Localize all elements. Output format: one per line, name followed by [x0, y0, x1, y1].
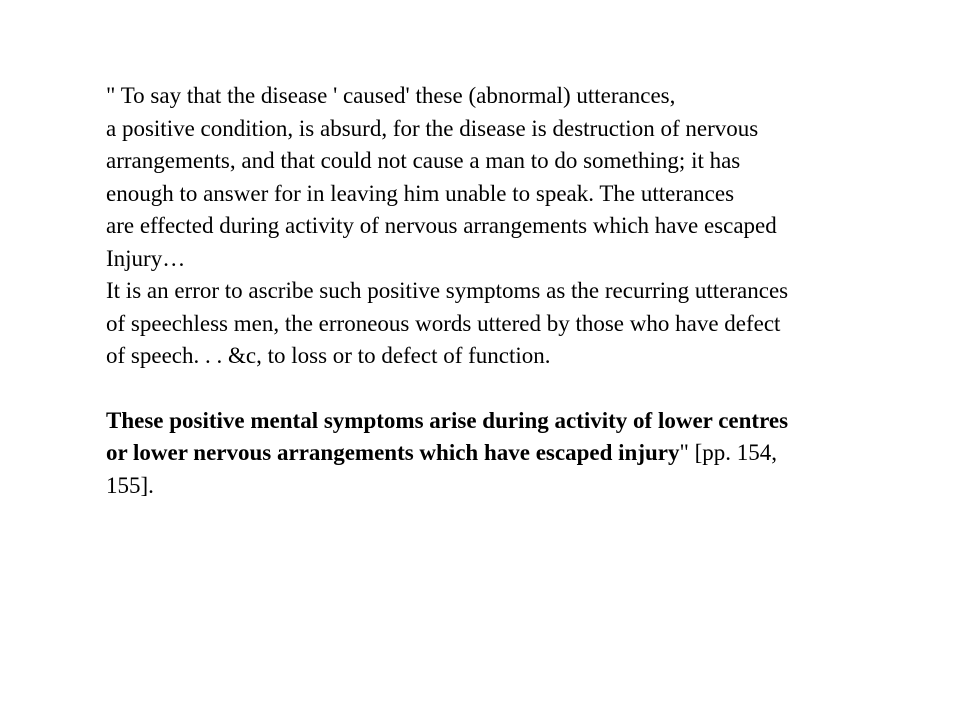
quote-line: arrangements, and that could not cause a man to do something; it has — [106, 148, 741, 173]
quote-line: a positive condition, is absurd, for the disease is destruction of nervous — [106, 115, 759, 141]
quote-line: enough to answer for in leaving him unable to speak. The utterances — [106, 180, 735, 206]
quote-line: of speechless men, the erroneous words uttered by those who have defect — [106, 310, 781, 336]
quote-line: " To say that the disease ' caused' these (abnormal) utterances, — [106, 83, 676, 108]
quote-line: of speech. . . &c, to loss or to defect of function. — [106, 343, 551, 368]
emphasis-text: or lower nervous arrangements which have escaped injury — [106, 440, 680, 465]
citation-end: 155]. — [106, 472, 154, 498]
quote-line: are effected during activity of nervous arrangements which have escaped — [106, 213, 777, 238]
emphasis-line: These positive mental symptoms arise during activity of lower centres — [106, 407, 789, 433]
quote-line: Injury… — [106, 245, 186, 271]
quote-text — [106, 80, 926, 502]
quote-line: It is an error to ascribe such positive symptoms as the recurring utterances — [106, 278, 789, 303]
citation-text: " [pp. 154, — [679, 440, 778, 465]
paragraph-gap — [106, 373, 926, 405]
emphasis-line-with-citation — [106, 437, 926, 470]
